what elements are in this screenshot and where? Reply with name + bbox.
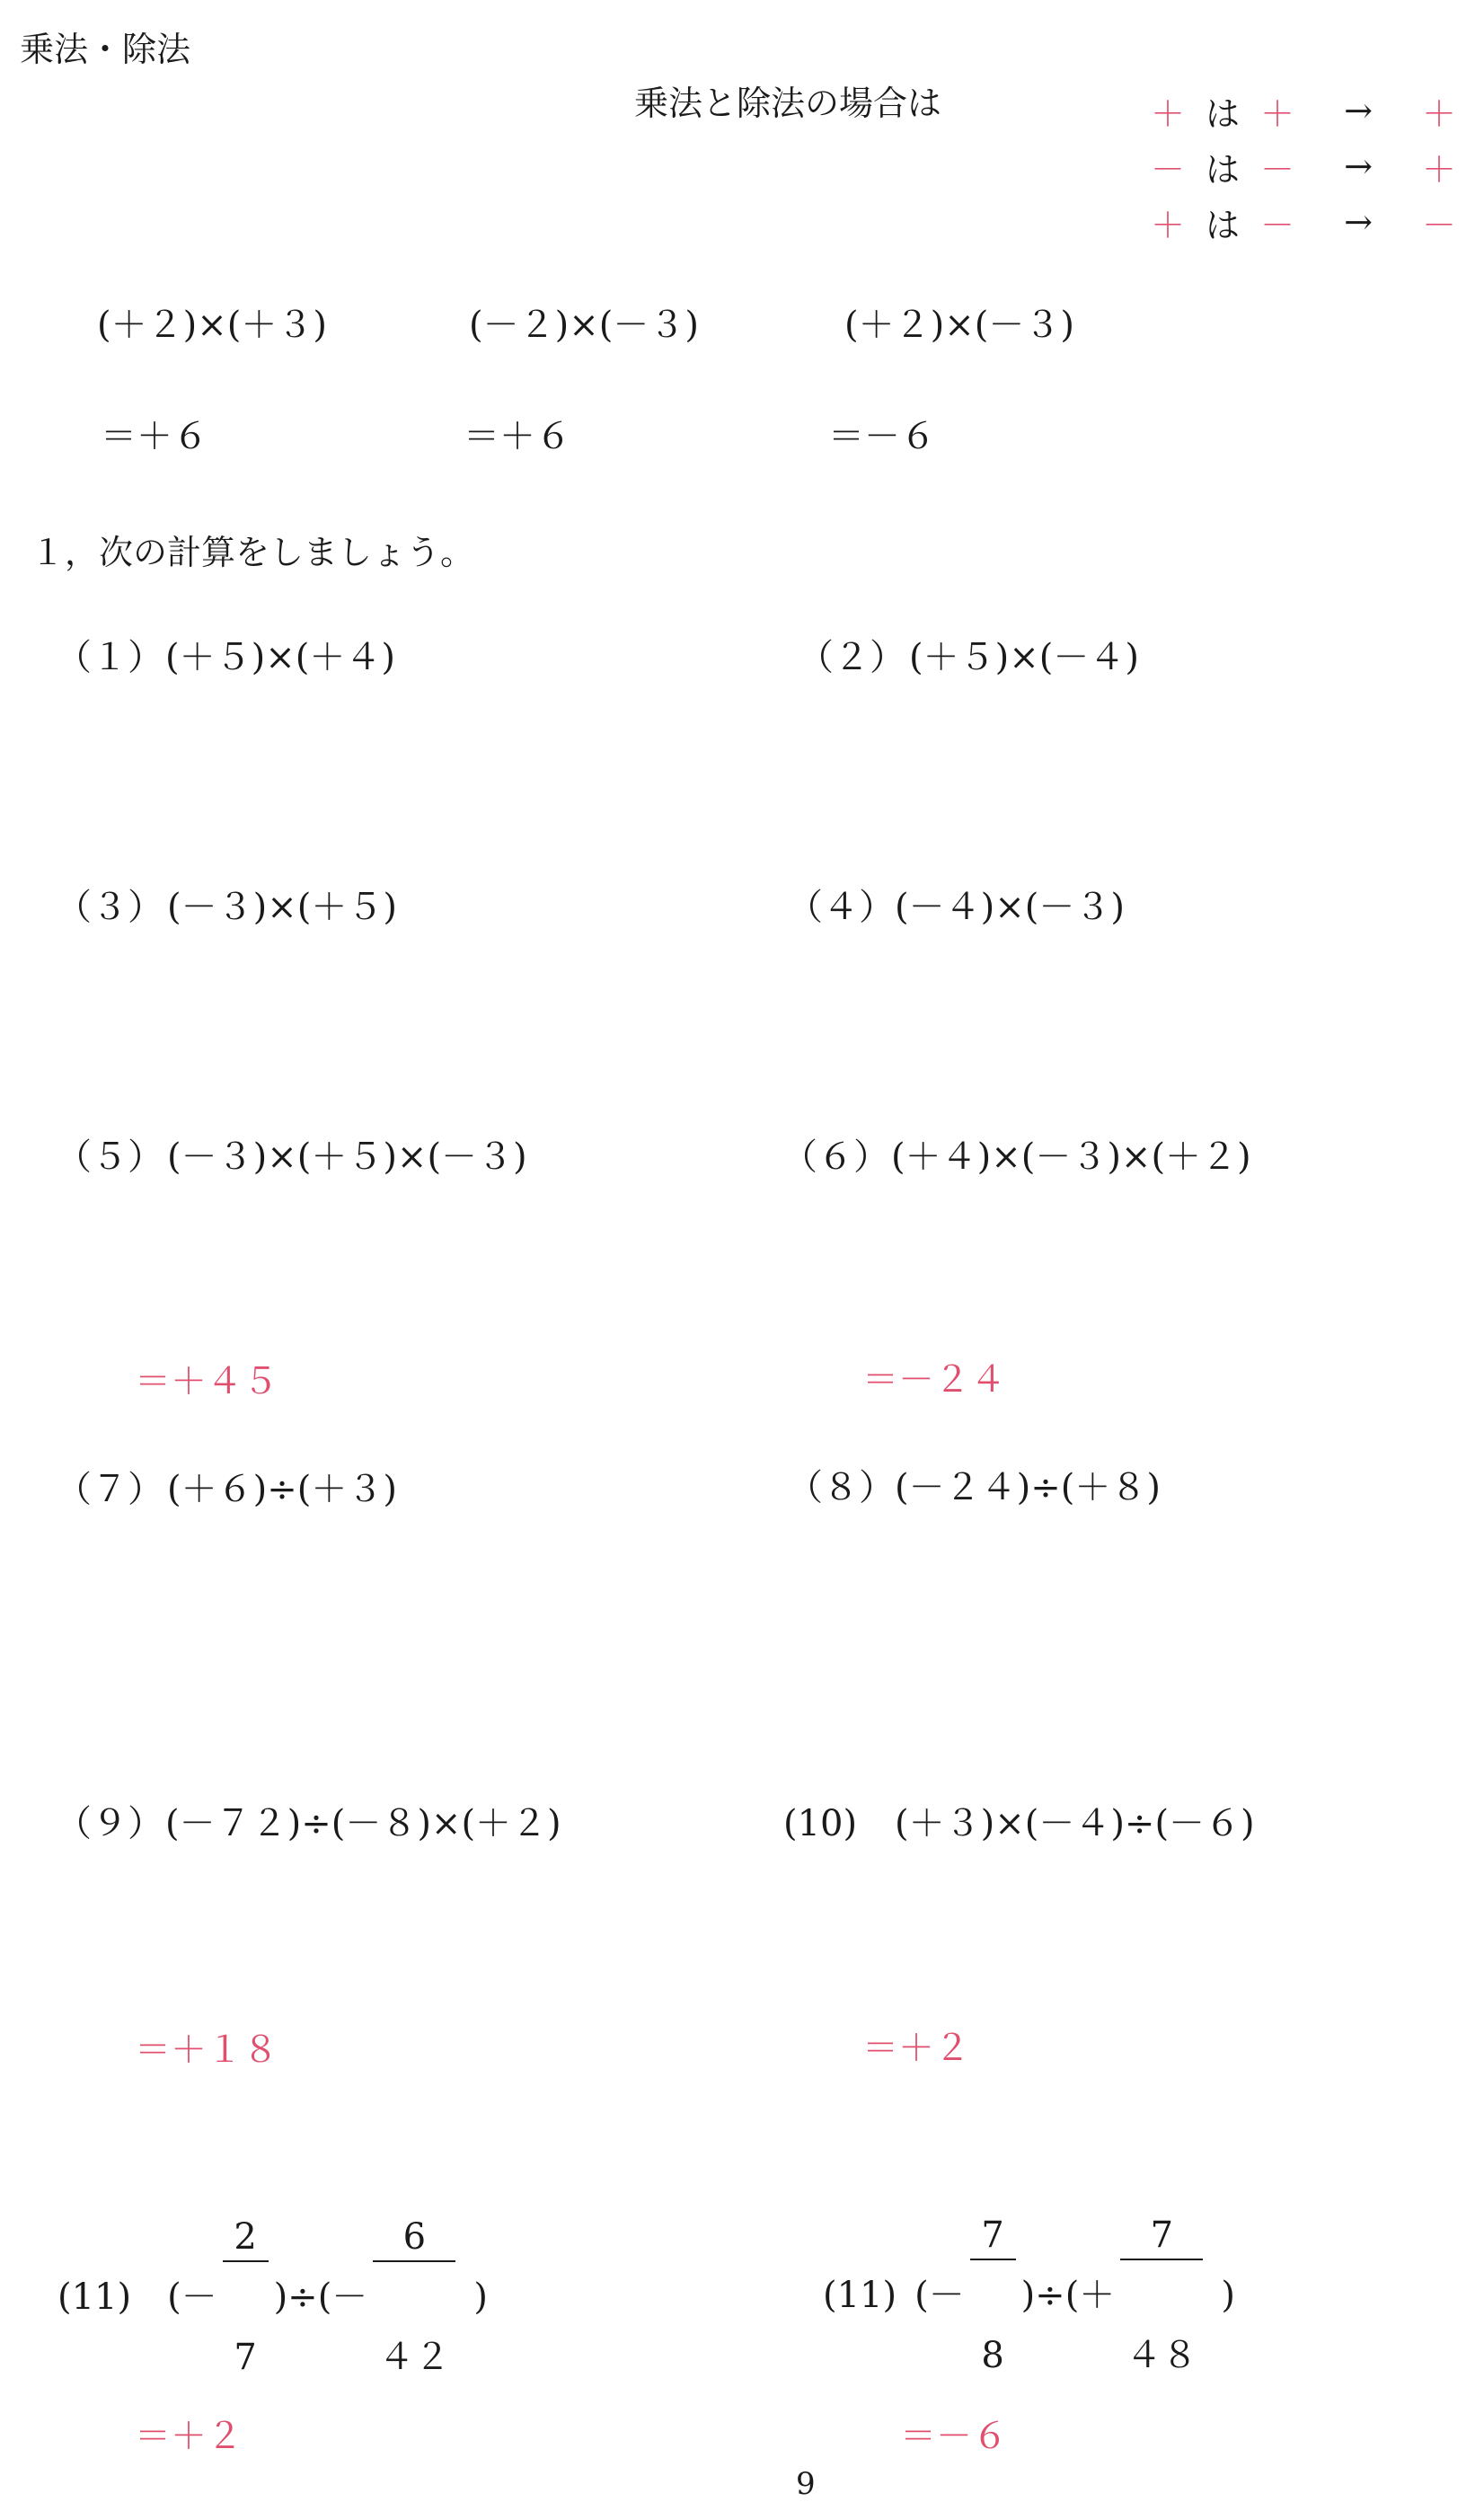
rule-sign-b: － (1259, 205, 1294, 245)
problem-expression: (－４)×(－３) (895, 887, 1125, 928)
rule-result: － (1421, 205, 1456, 245)
rule-result: ＋ (1421, 149, 1456, 190)
arrow-icon: → (1344, 202, 1373, 242)
problem-answer: ＝＋２ (862, 2028, 970, 2069)
problem-label: （３） (56, 887, 163, 928)
arrow-icon: → (1344, 91, 1373, 130)
problem-label: (11) (57, 2277, 132, 2318)
fraction (1120, 2145, 1203, 2445)
rule-sign-b: － (1259, 149, 1294, 190)
problem-answer: ＝－６ (900, 2416, 1008, 2457)
rule-ha: は (1205, 93, 1240, 134)
problem-answer: ＝＋４５ (135, 1361, 278, 1402)
sign-rules-table (1141, 83, 1466, 250)
example-result-3: ＝－６ (828, 416, 936, 457)
problem-expression: (－２４)÷(＋８) (895, 1467, 1161, 1508)
problem-label: （６） (782, 1136, 889, 1178)
page-number: 9 (796, 2466, 816, 2502)
fraction-denominator: 7 (234, 2337, 257, 2378)
fraction-denominator: 8 (981, 2335, 1004, 2376)
rule-ha: は (1205, 205, 1240, 245)
fraction-denominator: ４２ (378, 2337, 451, 2378)
fraction-open: (－ (167, 2277, 217, 2318)
fraction-close: ) (1221, 2275, 1235, 2316)
rule-sign-a: ＋ (1150, 93, 1185, 134)
fraction-numerator: 2 (223, 2219, 269, 2262)
example-expr-1: (＋２)×(＋３) (97, 305, 327, 346)
fraction-operator: )÷(－ (273, 2277, 368, 2318)
problem-expression: (＋５)×(＋４) (165, 637, 395, 678)
rule-sign-a: ＋ (1150, 205, 1185, 245)
problem-label: （７） (56, 1469, 163, 1510)
fraction-numerator: 7 (1120, 2217, 1203, 2260)
problem-label: （２） (798, 637, 905, 678)
problem-answer: ＝－２４ (862, 1359, 1006, 1401)
fraction (970, 2145, 1016, 2445)
fraction-problem (823, 2145, 1235, 2445)
problem-label: （５） (56, 1136, 163, 1178)
rule-sign-a: － (1150, 149, 1185, 190)
problem-label: （１） (56, 637, 163, 678)
problem-expression: (＋３)×(－４)÷(－６) (895, 1803, 1255, 1844)
sign-rule-row (1141, 83, 1466, 138)
problem-label: (11) (823, 2275, 897, 2316)
fraction (223, 2147, 269, 2447)
sign-rule-row (1141, 194, 1466, 250)
rule-intro: 乗法と除法の場合は (634, 84, 942, 123)
problem-expression: (＋６)÷(＋３) (167, 1469, 397, 1510)
problem-label: (10) (783, 1803, 858, 1844)
sign-rule-row (1141, 138, 1466, 194)
fraction-numerator: 6 (373, 2219, 455, 2262)
rule-ha: は (1205, 149, 1240, 190)
example-result-2: ＝＋６ (464, 416, 571, 457)
problem-label: （４） (787, 887, 895, 928)
rule-result: ＋ (1421, 93, 1456, 134)
problem-expression: (－３)×(＋５) (167, 887, 397, 928)
arrow-icon: → (1344, 146, 1373, 186)
problem-answer: ＝＋２ (135, 2416, 243, 2457)
example-expr-2: (－２)×(－３) (469, 305, 699, 346)
fraction-open: (－ (914, 2275, 965, 2316)
problem-label: （９） (56, 1803, 163, 1844)
page-title: 乗法・除法 (20, 30, 191, 69)
problem-answer: ＝＋１８ (135, 2029, 278, 2071)
problem-expression: (－７２)÷(－８)×(＋２) (165, 1803, 561, 1844)
problem-expression: (＋５)×(－４) (909, 637, 1139, 678)
problem-label: （８） (787, 1467, 895, 1508)
fraction (373, 2147, 455, 2447)
example-expr-3: (＋２)×(－３) (844, 305, 1074, 346)
fraction-operator: )÷(＋ (1020, 2275, 1116, 2316)
fraction-problem (57, 2147, 488, 2447)
fraction-denominator: ４８ (1126, 2335, 1198, 2376)
problem-expression: (＋４)×(－３)×(＋２) (891, 1136, 1251, 1178)
example-result-1: ＝＋６ (101, 416, 208, 457)
section-heading: １，次の計算をしましょう。 (31, 533, 475, 572)
problem-expression: (－３)×(＋５)×(－３) (167, 1136, 527, 1178)
fraction-numerator: 7 (970, 2217, 1016, 2260)
fraction-close: ) (473, 2277, 488, 2318)
rule-sign-b: ＋ (1259, 93, 1294, 134)
